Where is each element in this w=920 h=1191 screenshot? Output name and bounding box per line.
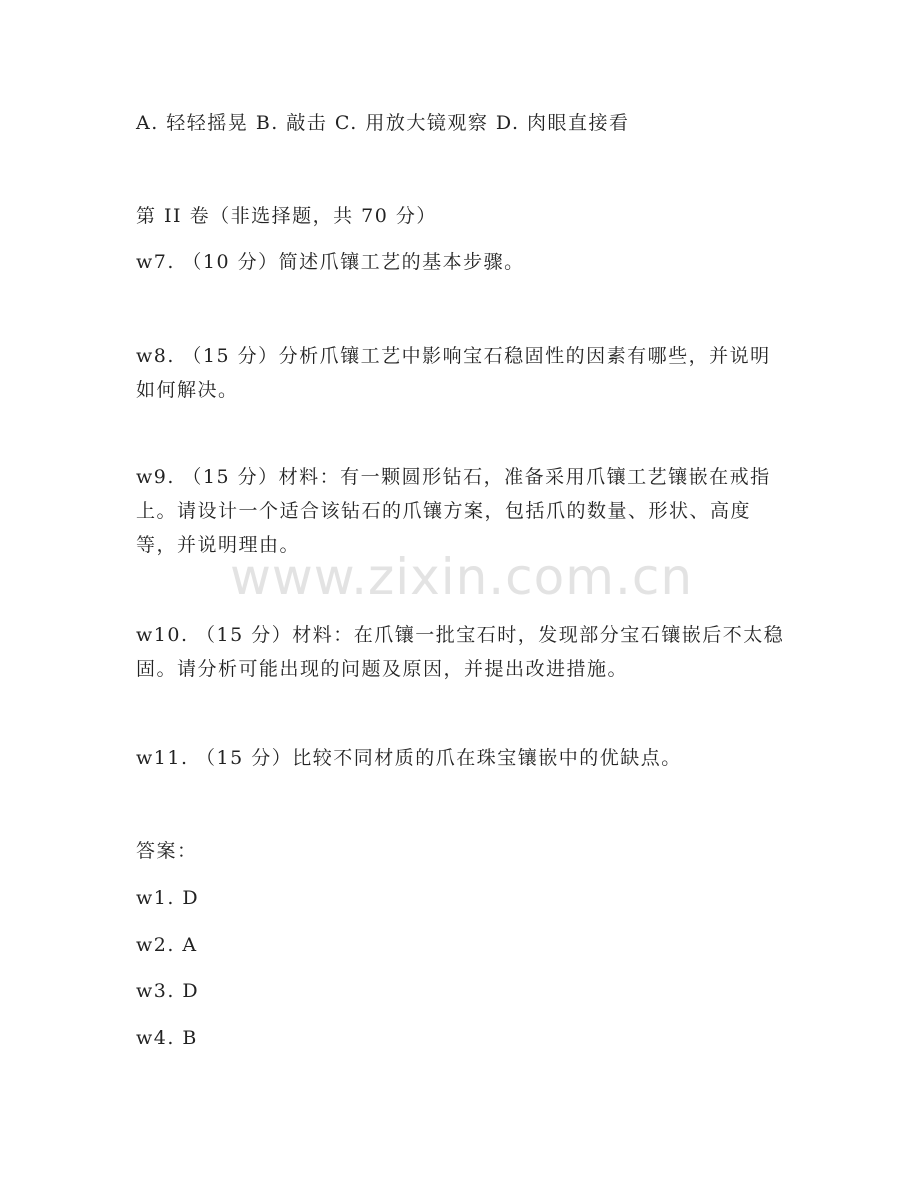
question-w11: w11. （15 分）比较不同材质的爪在珠宝镶嵌中的优缺点。 — [136, 747, 682, 769]
answer-w1: w1. D — [136, 887, 200, 909]
question-w8: w8. （15 分）分析爪镶工艺中影响宝石稳固性的因素有哪些，并说明如何解决。 — [136, 345, 771, 401]
answer-w4: w4. B — [136, 1027, 198, 1049]
choice-options: A. 轻轻摇晃 B. 敲击 C. 用放大镜观察 D. 肉眼直接看 — [136, 112, 630, 134]
answers-heading: 答案： — [136, 840, 198, 862]
watermark: www.zixin.com.cn — [230, 548, 694, 606]
answer-w3: w3. D — [136, 980, 200, 1002]
question-w7: w7. （10 分）简述爪镶工艺的基本步骤。 — [136, 251, 525, 273]
question-w10: w10. （15 分）材料：在爪镶一批宝石时，发现部分宝石镶嵌后不太稳固。请分析可能出现的问题及原因，并提出改进措施。 — [136, 624, 785, 680]
answer-w2: w2. A — [136, 934, 198, 956]
question-w9: w9. （15 分）材料：有一颗圆形钻石，准备采用爪镶工艺镶嵌在戒指上。请设计一个适合该钻石的爪镶方案，包括爪的数量、形状、高度等，并说明理由。 — [136, 466, 771, 556]
section-title: 第 II 卷（非选择题，共 70 分） — [136, 205, 437, 227]
